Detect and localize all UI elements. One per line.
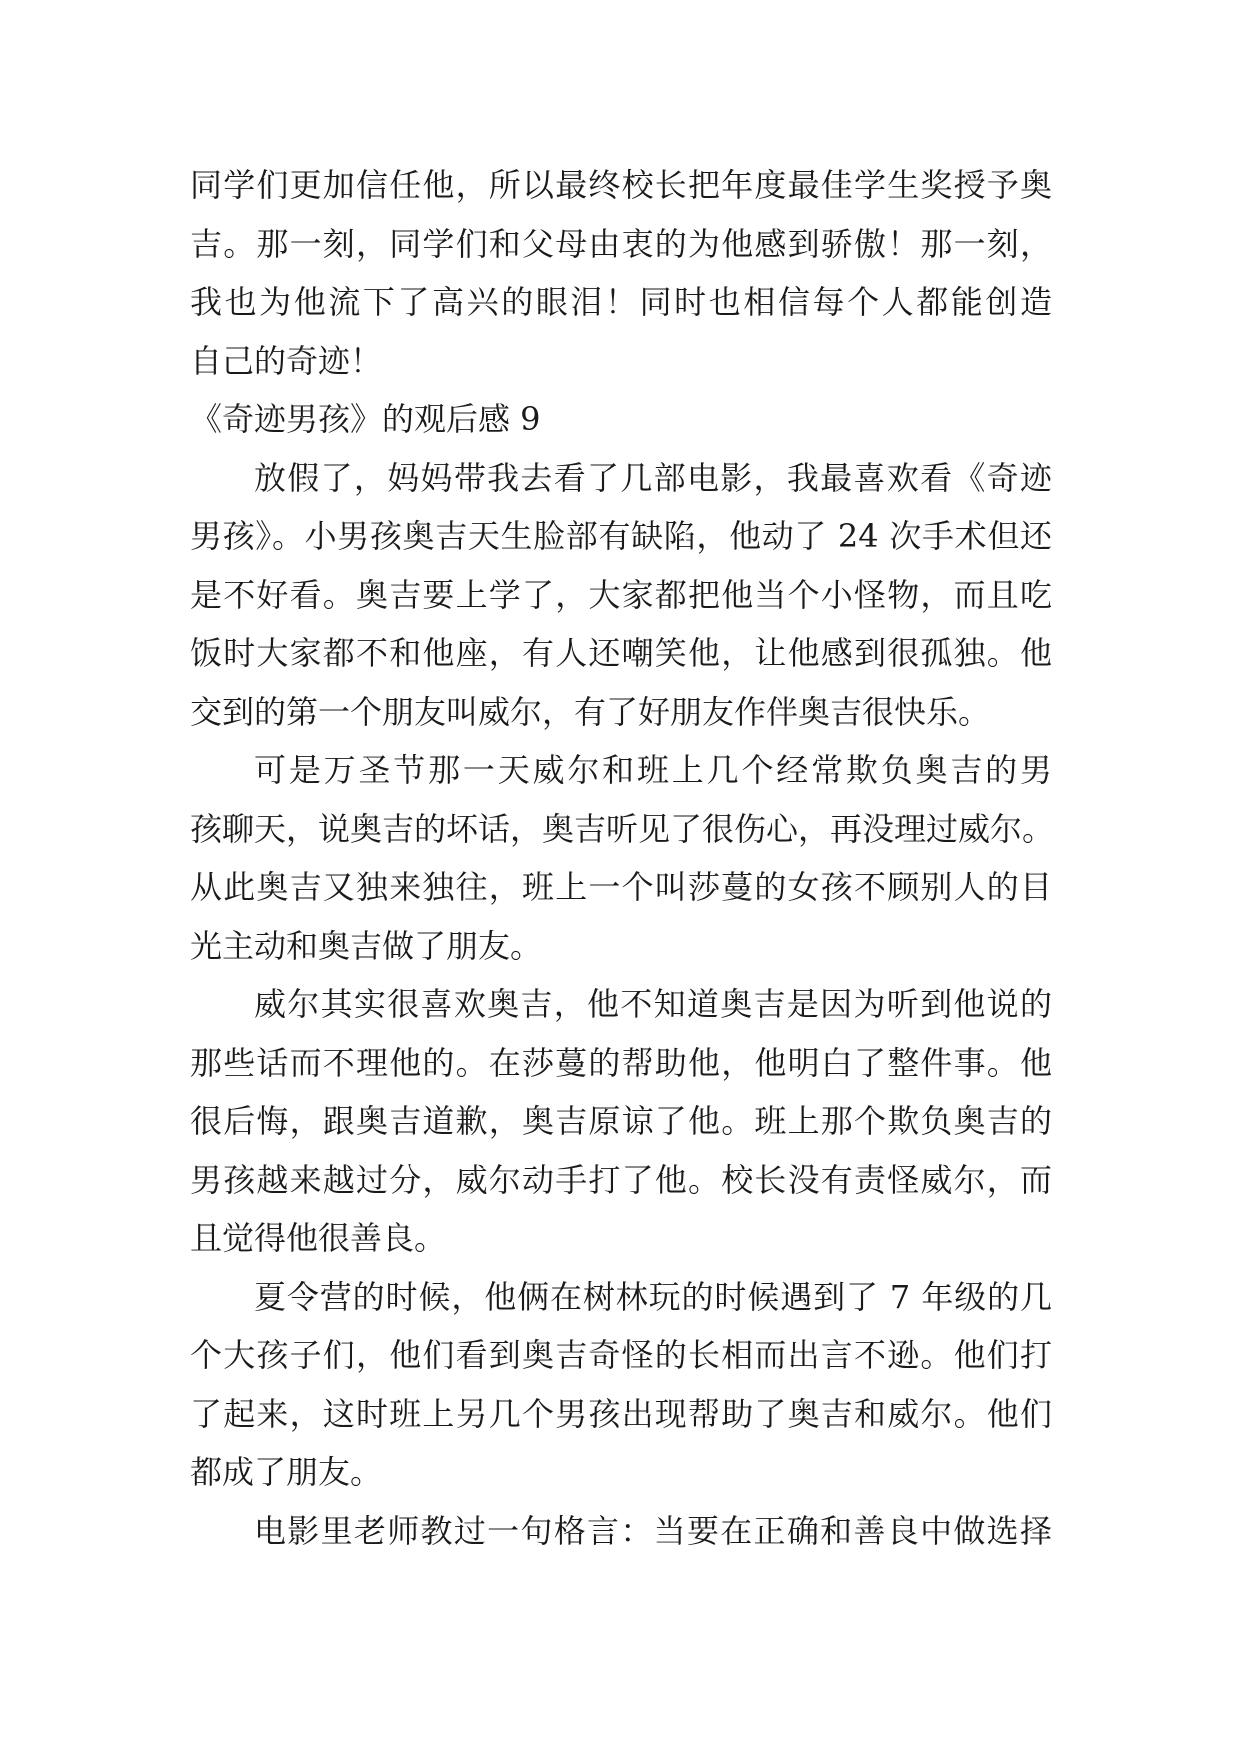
text-line: 吉。那一刻，同学们和父母由衷的为他感到骄傲！那一刻，: [190, 224, 1052, 263]
text-line: 交到的第一个朋友叫威尔，有了好朋友作伴奥吉很快乐。: [190, 692, 991, 731]
text-line: 自己的奇迹！: [190, 341, 383, 380]
text-line: 饭时大家都不和他座，有人还嘲笑他，让他感到很孤独。他: [190, 634, 1052, 672]
paragraph: [190, 1268, 1052, 1502]
text-line: 个大孩子们，他们看到奥吉奇怪的长相而出言不逊。他们打: [190, 1336, 1052, 1374]
paragraph: [190, 1502, 1052, 1561]
paragraph: [190, 156, 1052, 390]
paragraph: [190, 449, 1052, 742]
text-line: 夏令营的时候，他俩在树林玩的时候遇到了 7 年级的几: [254, 1277, 1052, 1316]
text-line: 男孩》。小男孩奥吉天生脸部有缺陷，他动了 24 次手术但还: [190, 517, 1052, 555]
text-line: 是不好看。奥吉要上学了，大家都把他当个小怪物，而且吃: [190, 575, 1052, 614]
text-line: 我也为他流下了高兴的眼泪！同时也相信每个人都能创造: [190, 283, 1052, 321]
text-line: 都成了朋友。: [190, 1453, 383, 1491]
paragraph: [190, 741, 1055, 975]
section-heading-block: [190, 390, 1052, 449]
text-line: 男孩越来越过分，威尔动手打了他。校长没有责怪威尔，而: [190, 1160, 1052, 1199]
text-line: 电影里老师教过一句格言：当要在正确和善良中做选择: [254, 1511, 1052, 1550]
text-line: 孩聊天，说奥吉的坏话，奥吉听见了很伤心，再没理过威尔。: [190, 809, 1055, 848]
text-line: 了起来，这时班上另几个男孩出现帮助了奥吉和威尔。他们: [190, 1394, 1052, 1433]
text-line: 从此奥吉又独来独往，班上一个叫莎蔓的女孩不顾别人的目: [190, 868, 1052, 906]
text-line: 那些话而不理他的。在莎蔓的帮助他，他明白了整件事。他: [190, 1043, 1052, 1082]
section-heading: 《奇迹男孩》的观后感 9: [190, 400, 541, 438]
text-line: 很后悔，跟奥吉道歉，奥吉原谅了他。班上那个欺负奥吉的: [190, 1102, 1052, 1140]
text-line: 光主动和奥吉做了朋友。: [190, 926, 543, 965]
text-line: 且觉得他很善良。: [190, 1219, 447, 1257]
text-line: 放假了，妈妈带我去看了几部电影，我最喜欢看《奇迹: [254, 458, 1052, 497]
text-line: 威尔其实很喜欢奥吉，他不知道奥吉是因为听到他说的: [254, 985, 1052, 1023]
text-line: 可是万圣节那一天威尔和班上几个经常欺负奥吉的男: [254, 751, 1052, 789]
document-body: [190, 156, 1055, 1560]
text-line: 同学们更加信任他，所以最终校长把年度最佳学生奖授予奥: [190, 166, 1052, 204]
paragraph: [190, 975, 1052, 1268]
